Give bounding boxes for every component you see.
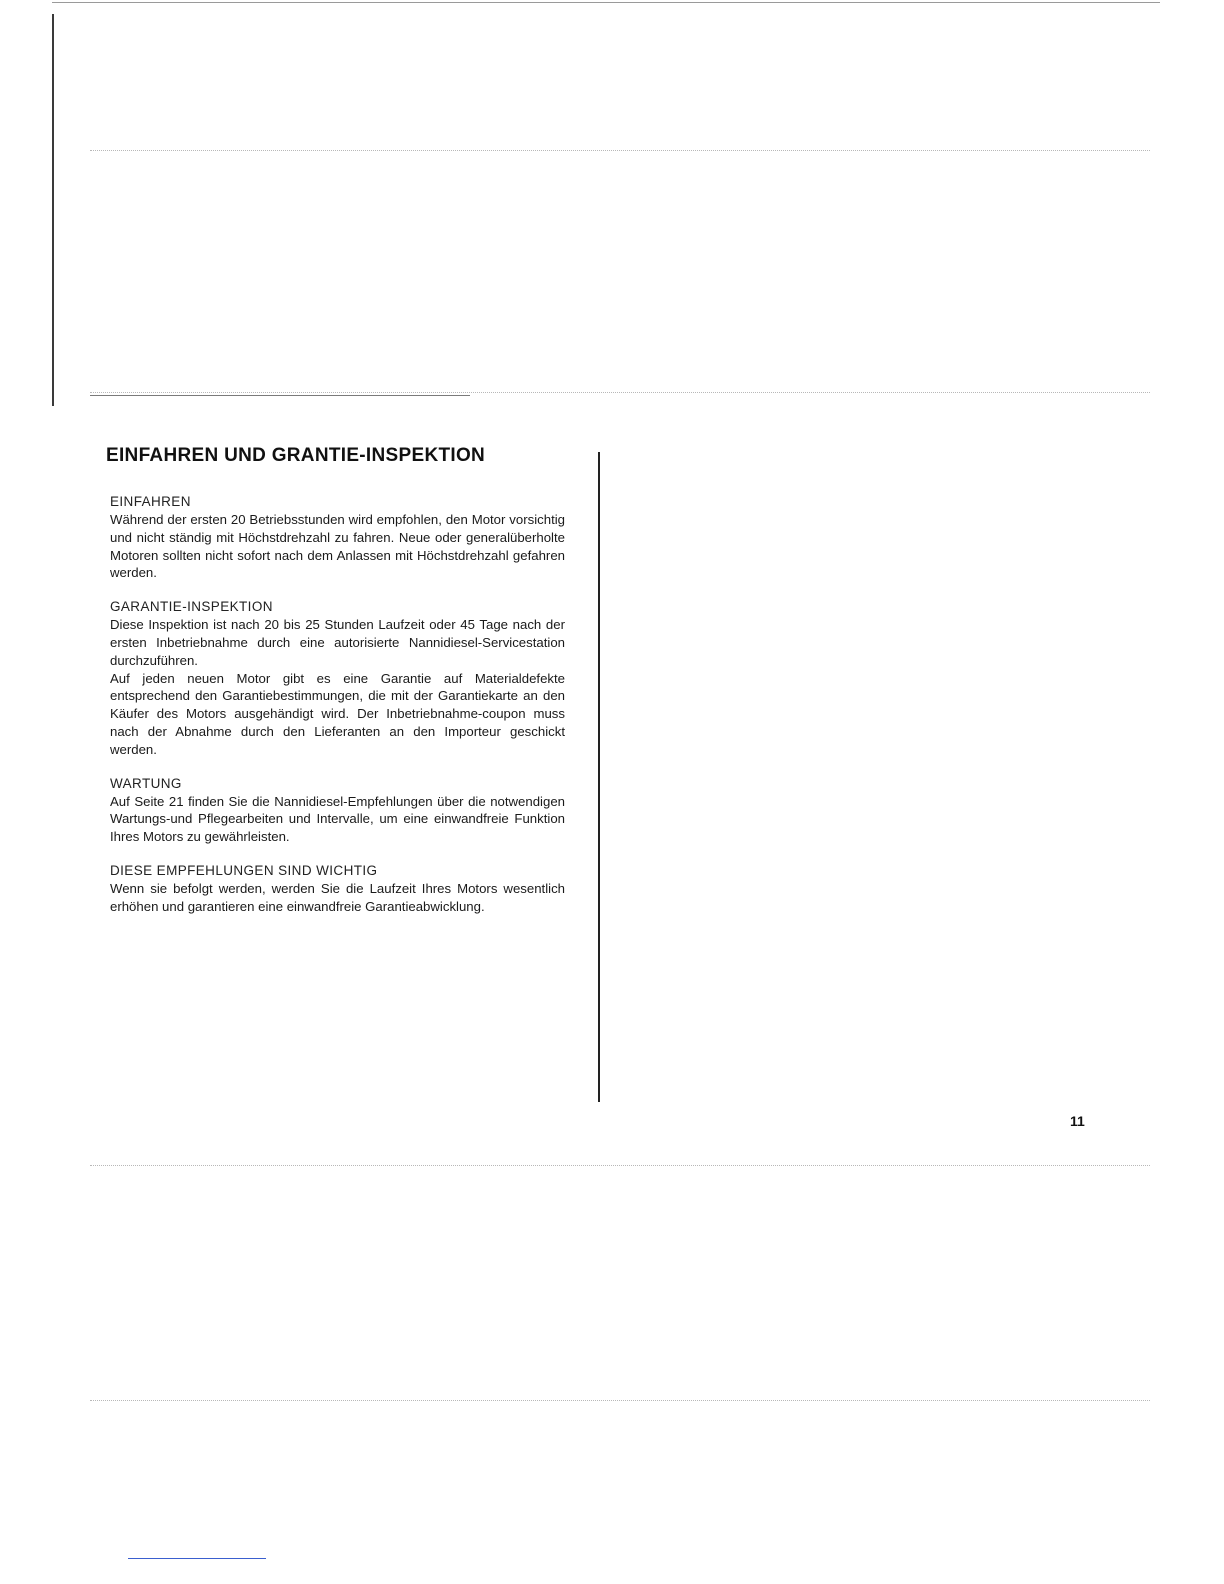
section-einfahren xyxy=(110,493,565,582)
section-heading: GARANTIE-INSPEKTION xyxy=(110,599,273,615)
section-heading: WARTUNG xyxy=(110,775,182,791)
page-number: 11 xyxy=(1070,1113,1085,1129)
section-empfehlungen xyxy=(110,862,565,916)
section-wartung xyxy=(110,775,565,846)
top-border-rule xyxy=(52,2,1160,3)
section-paragraph: Während der ersten 20 Betriebsstunden wird empfohlen, den Motor vorsichtig und nicht ständig mit Höchstdrehzahl zu fahren. Neue oder generalüberholte Motoren sollten nicht sofort nach dem Anlassen mit Höchstdrehzahl gefahren werden. xyxy=(110,512,565,581)
section-garantie-inspektion xyxy=(110,598,565,758)
section-paragraph: Wenn sie befolgt werden, werden Sie die Laufzeit Ihres Motors wesentlich erhöhen und garantieren eine einwandfreie Garantieabwicklung. xyxy=(110,880,565,914)
bottom-link-rule xyxy=(128,1558,266,1559)
section-paragraph: Auf Seite 21 finden Sie die Nannidiesel-Empfehlungen über die notwendigen Wartungs-und Pflegearbeiten und Intervalle, um eine einwandfreie Funktion Ihres Motors zu gewährleisten. xyxy=(110,793,565,845)
column-divider xyxy=(598,452,600,1102)
scan-noise-band xyxy=(90,1165,1150,1166)
section-heading: DIESE EMPFEHLUNGEN SIND WICHTIG xyxy=(110,862,378,878)
section-paragraph: Diese Inspektion ist nach 20 bis 25 Stunden Laufzeit oder 45 Tage nach der ersten Inbetriebnahme durch eine autorisierte Nannidiesel-Servicestation durchzuführen. xyxy=(110,617,565,668)
scan-noise-band xyxy=(90,150,1150,151)
page-title: EINFAHREN UND GRANTIE-INSPEKTION xyxy=(106,445,486,466)
document-body xyxy=(106,445,565,932)
section-heading: EINFAHREN xyxy=(110,494,191,509)
scan-noise-band xyxy=(90,1400,1150,1401)
upper-section-divider xyxy=(90,395,470,396)
section-paragraph: Auf jeden neuen Motor gibt es eine Garantie auf Materialdefekte entsprechend den Garantiebestimmungen, die mit der Garantiekarte an den Käufer des Motors ausgehändigt wird. Der Inbetriebnahme-coupon muss nach der Abnahme durch den Lieferanten an den Importeur geschickt werden. xyxy=(110,670,565,757)
scan-noise-band xyxy=(90,392,1150,393)
left-margin-rule xyxy=(52,14,54,406)
